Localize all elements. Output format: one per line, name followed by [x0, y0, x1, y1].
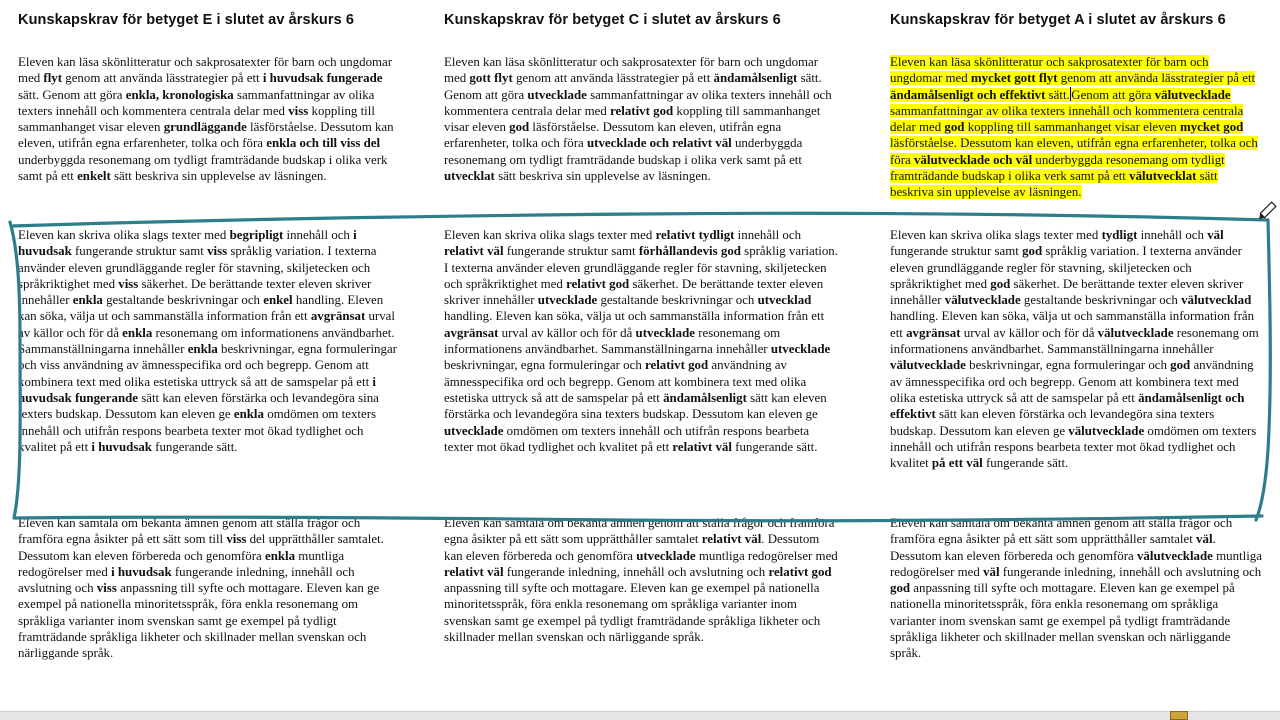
- emphasis-run: viss: [226, 532, 247, 547]
- view-mode-button[interactable]: [1170, 711, 1188, 720]
- emphasis-run: viss: [207, 244, 228, 259]
- text-run: resonemang om informationens användbarhet. Sammanställningarna innehåller: [444, 325, 781, 357]
- emphasis-run: avgränsat: [906, 325, 961, 340]
- speaking-criteria-e: [18, 515, 398, 662]
- text-run: användning av ämnesspecifika ord och begrepp. Genom att kombinera text med olika estetiska uttryck så att de samspelar på ett: [444, 358, 807, 405]
- speaking-criteria-a: [890, 515, 1262, 662]
- emphasis-run: enkla, kronologiska: [125, 87, 234, 102]
- text-run: koppling till sammanhanget visar eleven: [444, 103, 821, 135]
- emphasis-run: välutvecklade: [1068, 423, 1145, 438]
- emphasis-run: i huvudsak: [18, 228, 357, 259]
- emphasis-run: i huvudsak: [91, 439, 152, 454]
- emphasis-run: välutvecklat: [1129, 169, 1197, 184]
- text-run: resonemang om informationens användbarhet. Sammanställningarna innehåller: [890, 325, 1259, 357]
- text-run: handling. Eleven kan söka, välja ut och sammanställa information från ett: [444, 309, 825, 324]
- emphasis-run: tydligt: [1101, 228, 1138, 242]
- emphasis-run: viss: [288, 103, 309, 118]
- emphasis-run: förhållandevis god: [638, 244, 741, 259]
- text-run: Eleven kan skriva olika slags texter med: [890, 228, 1102, 242]
- emphasis-run: relativt god: [645, 358, 709, 373]
- text-run: muntliga redogörelser med: [695, 548, 838, 563]
- emphasis-run: enkla och till viss del: [266, 136, 381, 151]
- text-run: handling. Eleven kan söka, välja ut och sammanställa information från ett: [890, 309, 1255, 340]
- emphasis-run: viss: [118, 276, 139, 291]
- emphasis-run: välutvecklade: [1136, 548, 1213, 563]
- text-run: gestaltande beskrivningar och: [102, 293, 264, 308]
- emphasis-run: viss: [96, 581, 117, 596]
- emphasis-run: relativt väl: [444, 564, 504, 579]
- text-run: sätt. Genom att göra: [444, 71, 822, 102]
- text-run: innehåll och: [283, 228, 354, 242]
- emphasis-run: i huvudsak fungerande: [18, 374, 376, 405]
- text-run: säkerhet. De berättande texter eleven skriver innehåller: [890, 276, 1244, 308]
- text-run: Eleven kan skriva olika slags texter med: [444, 228, 656, 242]
- text-run: underbyggda resonemang om tydligt framträdande budskap i olika verk samt på ett: [444, 136, 803, 167]
- emphasis-run: välutvecklade: [1097, 325, 1174, 340]
- text-run: sätt kan eleven förstärka och levandegöra sina texters budskap. Dessutom kan eleven ge: [18, 390, 379, 422]
- emphasis-run: flyt: [43, 71, 63, 86]
- emphasis-run: utvecklade: [444, 423, 504, 438]
- emphasis-run: enkla: [72, 293, 103, 308]
- emphasis-run: utvecklade: [636, 548, 696, 563]
- writing-criteria-a: [890, 227, 1262, 471]
- text-run: sammanfattningar av olika texters innehåll och kommentera centrala delar med: [890, 103, 1244, 135]
- heading-grade-c: Kunskapskrav för betyget C i slutet av årskurs 6: [444, 12, 781, 28]
- emphasis-run: mycket god: [1179, 120, 1244, 135]
- emphasis-run: enkelt: [77, 169, 111, 184]
- emphasis-run: relativt god: [566, 276, 630, 291]
- text-run: fungerande struktur samt: [71, 244, 208, 259]
- text-run: Eleven kan läsa skönlitteratur och sakprosatexter för barn och ungdomar med: [890, 55, 1209, 86]
- text-run: omdömen om texters innehåll och utifrån respons bearbeta texter mot ökad tydlighet och kvalitet på ett: [18, 407, 377, 454]
- emphasis-run: välutvecklade och väl: [913, 152, 1033, 167]
- text-run: säkerhet. De berättande texter eleven skriver innehåller: [444, 276, 824, 308]
- text-run: innehåll och: [734, 228, 802, 242]
- text-run: sätt beskriva sin upplevelse av läsningen.: [110, 169, 327, 184]
- emphasis-run: relativt tydligt: [655, 228, 735, 242]
- text-run: läsförståelse. Dessutom kan eleven, utifrån egna erfarenheter, tolka och föra: [444, 120, 782, 151]
- emphasis-run: utvecklade och relativt väl: [587, 136, 732, 151]
- heading-grade-a: Kunskapskrav för betyget A i slutet av årskurs 6: [890, 12, 1226, 28]
- text-run: Eleven kan samtala om bekanta ämnen genom att ställa frågor och framföra egna åsikter på ett sätt som upprätthåller samtalet: [444, 516, 835, 547]
- text-run: läsförståelse. Dessutom kan eleven, utifrån egna erfarenheter, tolka och föra: [18, 120, 394, 151]
- emphasis-run: god: [509, 120, 530, 135]
- text-run: handling. Eleven kan söka, välja ut och sammanställa information från ett: [18, 293, 384, 324]
- emphasis-run: god: [1022, 244, 1043, 259]
- emphasis-run: utvecklade: [770, 342, 831, 357]
- text-run: Eleven kan läsa skönlitteratur och sakprosatexter för barn och ungdomar med: [18, 55, 393, 86]
- text-run: muntliga redogörelser med: [18, 548, 345, 579]
- emphasis-run: god: [890, 581, 911, 596]
- emphasis-run: ändamålsenligt: [713, 71, 798, 86]
- emphasis-run: ändamålsenligt och effektivt: [890, 87, 1046, 102]
- emphasis-run: relativt god: [610, 103, 674, 118]
- emphasis-run: på ett väl: [931, 456, 983, 471]
- emphasis-run: utvecklade: [635, 325, 695, 340]
- text-run: Genom att göra: [1071, 87, 1155, 102]
- text-run: beskrivningar, egna formuleringar och viss användning av ämnesspecifika ord och begrepp. Genom att kombinera text med olika estetiska uttryck så att de samspelar på ett: [18, 342, 397, 389]
- text-run: sammanfattningar av olika texters innehåll och kommentera centrala delar med: [18, 87, 375, 118]
- writing-criteria-c: [444, 227, 840, 455]
- emphasis-run: relativt väl: [444, 244, 504, 259]
- text-run: Eleven kan läsa skönlitteratur och sakprosatexter för barn och ungdomar med: [444, 55, 819, 86]
- reading-criteria-c: [444, 54, 840, 184]
- text-run: beskrivningar, egna formuleringar och: [444, 358, 646, 373]
- reading-criteria-e: [18, 54, 398, 184]
- emphasis-run: avgränsat: [444, 325, 499, 340]
- text-run: fungerande inledning, innehåll och avslutning och: [503, 564, 769, 579]
- text-run: läsförståelse. Dessutom kan eleven, utifrån egna erfarenheter, tolka och föra: [890, 136, 1258, 167]
- emphasis-run: väl: [983, 564, 1000, 579]
- text-run: del upprätthåller samtalet. Dessutom kan eleven förbereda och genomföra: [18, 532, 384, 563]
- emphasis-run: enkel: [263, 293, 293, 308]
- text-run: genom att använda lässtrategier på ett: [1057, 71, 1256, 86]
- text-run: sätt kan eleven förstärka och levandegöra sina texters budskap. Dessutom kan eleven ge: [444, 390, 827, 422]
- text-run: sätt.: [1045, 87, 1070, 102]
- emphasis-run: mycket gott flyt: [970, 71, 1058, 86]
- emphasis-run: ändamålsenligt: [663, 390, 747, 405]
- emphasis-run: enkla: [264, 548, 296, 563]
- emphasis-run: ändamålsenligt och effektivt: [890, 390, 1245, 422]
- emphasis-run: avgränsat: [310, 309, 366, 324]
- text-run: Eleven kan samtala om bekanta ämnen genom att ställa frågor och framföra egna åsikter på ett sätt som till: [18, 516, 361, 547]
- emphasis-run: utvecklade: [537, 293, 598, 308]
- text-run: omdömen om texters innehåll och utifrån respons bearbeta texter mot ökad tydlighet och kvalitet: [890, 423, 1257, 471]
- text-run: sätt beskriva sin upplevelse av läsningen.: [890, 169, 1218, 200]
- text-run: fungerande inledning, innehåll och avslutning och: [999, 564, 1262, 579]
- emphasis-run: i huvudsak: [111, 564, 172, 579]
- text-run: resonemang om informationens användbarhet. Sammanställningarna innehåller: [18, 325, 395, 357]
- emphasis-run: enkla: [233, 407, 264, 422]
- text-run: urval av källor och för då: [960, 325, 1098, 340]
- text-run: koppling till sammanhanget visar eleven: [964, 120, 1180, 135]
- heading-grade-e: Kunskapskrav för betyget E i slutet av årskurs 6: [18, 12, 355, 28]
- text-run: urval av källor och för då: [498, 325, 636, 340]
- emphasis-run: relativt väl: [672, 439, 732, 454]
- text-run: urval av källor och för då: [18, 309, 395, 340]
- text-run: sätt kan eleven förstärka och levandegöra sina texters budskap. Dessutom kan eleven ge: [890, 407, 1215, 438]
- text-run: gestaltande beskrivningar och: [597, 293, 758, 308]
- text-run: . Dessutom kan eleven förbereda och genomföra: [444, 532, 820, 563]
- text-run: underbyggda resonemang om tydligt framträdande budskap i olika verk samt på ett: [890, 152, 1225, 184]
- text-run: anpassning till syfte och mottagare. Eleven kan ge exempel på nationella minoritetsspråk, föra enkla resonemang om språkliga varianter inom svenskan samt ge exempel på tydligt framträdande språkliga likheter och skillnader mellan svenskan och närliggande språk.: [890, 581, 1235, 661]
- text-run: Eleven kan skriva olika slags texter med: [18, 228, 230, 242]
- status-bar: [0, 711, 1280, 720]
- text-run: . Dessutom kan eleven förbereda och genomföra: [890, 532, 1216, 563]
- emphasis-run: välutvecklad: [1181, 293, 1252, 308]
- emphasis-run: begripligt: [229, 228, 284, 242]
- text-run: säkerhet. De berättande texter eleven skriver innehåller: [18, 276, 372, 308]
- emphasis-run: väl: [1196, 532, 1213, 547]
- emphasis-run: gott flyt: [469, 71, 513, 86]
- text-run: fungerande inledning, innehåll och avslutning och: [18, 564, 355, 596]
- text-run: fungerande sätt.: [731, 439, 818, 454]
- text-run: sammanfattningar av olika texters innehåll och kommentera centrala delar med: [444, 87, 832, 118]
- emphasis-run: väl: [1207, 228, 1224, 242]
- emphasis-run: välutvecklade: [1154, 87, 1231, 102]
- text-run: språklig variation. I texterna använder eleven grundläggande regler för stavning, skiljetecken och språkriktighet med: [890, 244, 1242, 291]
- emphasis-run: utvecklade: [527, 87, 587, 102]
- text-run: fungerande struktur samt: [890, 244, 1023, 259]
- text-run: sätt. Genom att göra: [18, 87, 126, 102]
- reading-criteria-a[interactable]: [890, 54, 1262, 201]
- text-run: koppling till sammanhanget visar eleven: [18, 103, 375, 135]
- text-run: underbyggda resonemang om tydligt framträdande budskap i olika verk samt på ett: [18, 152, 388, 184]
- text-run: fungerande sätt.: [982, 456, 1069, 471]
- text-run: användning av ämnesspecifika ord och begrepp. Genom att kombinera text med olika estetiska uttryck så att de samspelar på ett: [890, 358, 1254, 405]
- speaking-criteria-c: [444, 515, 840, 645]
- emphasis-run: enkla: [187, 342, 218, 357]
- text-run: omdömen om texters innehåll och utifrån respons bearbeta texter mot ökad tydlighet och kvalitet på ett: [444, 423, 810, 454]
- writing-criteria-e: [18, 227, 398, 455]
- text-run: gestaltande beskrivningar och: [1020, 293, 1182, 308]
- emphasis-run: utvecklat: [444, 169, 495, 184]
- emphasis-run: grundläggande: [163, 120, 247, 135]
- emphasis-run: relativt väl: [701, 532, 762, 547]
- text-run: anpassning till syfte och mottagare. Eleven kan ge exempel på nationella minoritetsspråk, föra enkla resonemang om språkliga varianter inom svenskan samt ge exempel på tydligt framträdande språkliga likheter och skillnader mellan svenskan och närliggande språk.: [444, 581, 821, 645]
- text-run: språklig variation. I texterna använder eleven grundläggande regler för stavning, skiljetecken och språkriktighet med: [18, 244, 377, 291]
- emphasis-run: god: [944, 120, 965, 135]
- text-run: fungerande struktur samt: [503, 244, 639, 259]
- emphasis-run: välutvecklade: [944, 293, 1021, 308]
- text-run: anpassning till syfte och mottagare. Eleven kan ge exempel på nationella minoritetsspråk, föra enkla resonemang om språkliga varianter inom svenskan samt ge exempel på tydligt framträdande språkliga likheter och skillnader mellan svenskan och närliggande språk.: [18, 581, 380, 661]
- emphasis-run: god: [990, 276, 1011, 291]
- text-run: genom att använda lässtrategier på ett: [512, 71, 714, 86]
- text-run: muntliga redogörelser med: [890, 548, 1262, 579]
- emphasis-run: utvecklad: [757, 293, 812, 308]
- emphasis-run: i huvudsak fungerade: [262, 71, 383, 86]
- emphasis-run: relativt god: [768, 564, 832, 579]
- text-run: beskrivningar, egna formuleringar och: [965, 358, 1171, 373]
- text-run: genom att använda lässtrategier på ett: [62, 71, 263, 86]
- emphasis-run: enkla: [122, 325, 153, 340]
- pen-icon: [1257, 202, 1276, 221]
- text-run: innehåll och: [1137, 228, 1208, 242]
- text-run: sätt beskriva sin upplevelse av läsningen.: [494, 169, 711, 184]
- text-run: fungerande sätt.: [151, 439, 238, 454]
- emphasis-run: god: [1170, 358, 1191, 373]
- text-run: språklig variation. I texterna använder eleven grundläggande regler för stavning, skiljetecken och språkriktighet med: [444, 244, 838, 291]
- emphasis-run: välutvecklade: [890, 358, 966, 373]
- text-run: Eleven kan samtala om bekanta ämnen genom att ställa frågor och framföra egna åsikter på ett sätt som upprätthåller samtalet: [890, 516, 1233, 547]
